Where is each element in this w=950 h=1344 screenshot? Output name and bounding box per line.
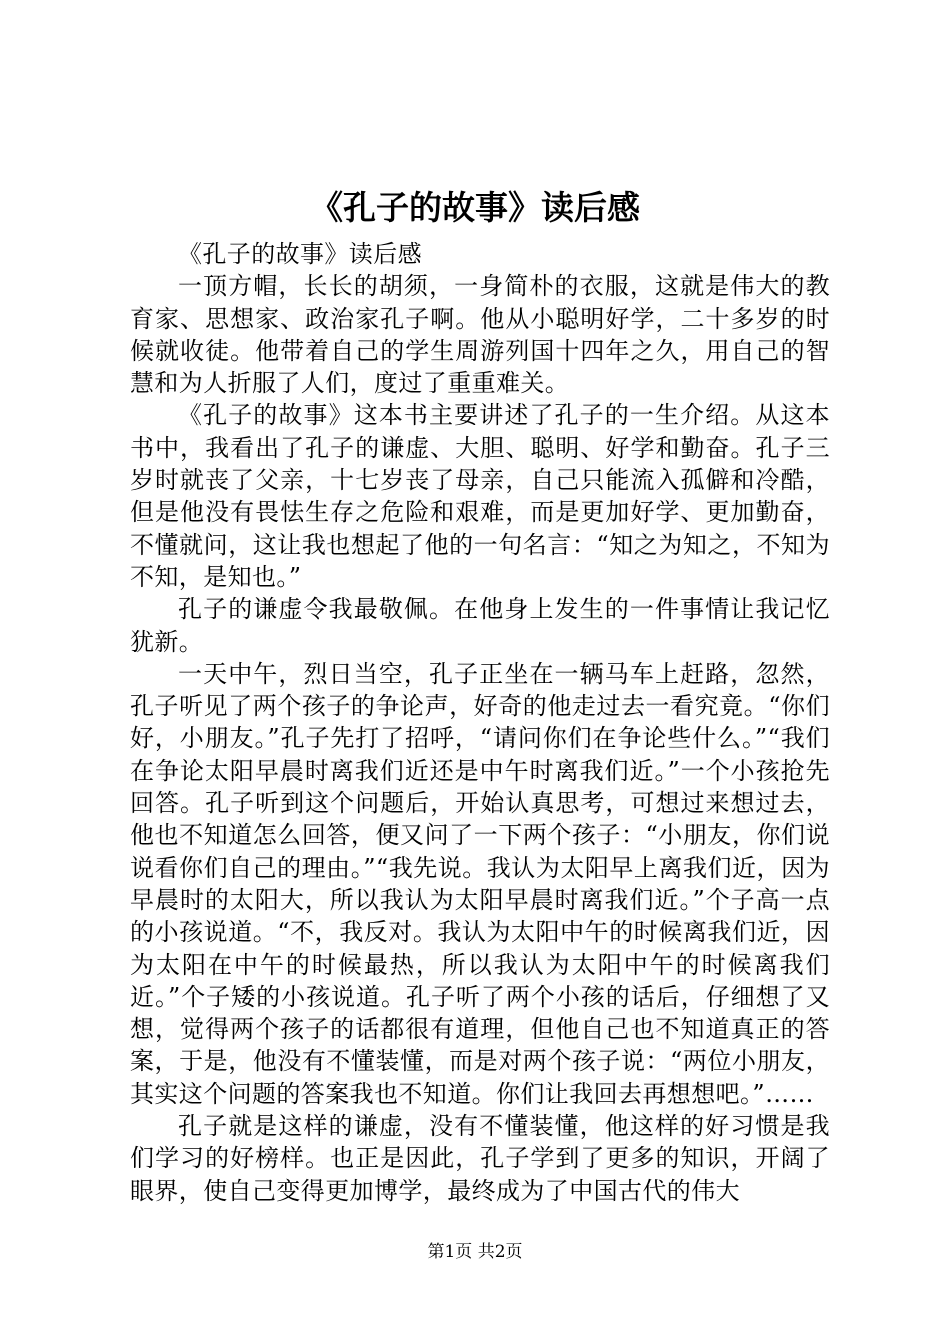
page-number-footer: 第1页 共2页 [427,1242,523,1262]
paragraph-story: 一天中午，烈日当空，孔子正坐在一辆马车上赶路，忽然，孔子听见了两个孩子的争论声，好奇的他走过去一看究竟。“你们好，小朋友。”孔子先打了招呼，“请问你们在争论些什么。”“我们在争论太阳早晨时离我们近还是中午时离我们近。”一个小孩抢先回答。孔子听到这个问题后，开始认真思考，可想过来想过去，他也不知道怎么回答，便又问了一下两个孩子：“小朋友，你们说说看你们自己的理由。”“我先说。我认为太阳早上离我们近，因为早晨时的太阳大，所以我认为太阳早晨时离我们近。”个子高一点的小孩说道。“不，我反对。我认为太阳中午的时候离我们近，因为太阳在中午的时候最热，所以我认为太阳中午的时候离我们近。”个子矮的小孩说道。孔子听了两个小孩的话后，仔细想了又想，觉得两个孩子的话都很有道理，但他自己也不知道真正的答案，于是，他没有不懂装懂，而是对两个孩子说：“两位小朋友，其实这个问题的答案我也不知道。你们让我回去再想想吧。”…… [130,659,830,1108]
document-body [130,238,830,1207]
paragraph-subtitle: 《孔子的故事》读后感 [178,240,422,268]
paragraph-humility: 孔子的谦虚令我最敬佩。在他身上发生的一件事情让我记忆犹新。 [130,595,830,656]
document-title: 《孔子的故事》读后感 [310,188,640,227]
paragraph-book-summary: 《孔子的故事》这本书主要讲述了孔子的一生介绍。从这本书中，我看出了孔子的谦虚、大胆、聪明、好学和勤奋。孔子三岁时就丧了父亲，十七岁丧了母亲，自己只能流入孤僻和冷酷，但是他没有畏怯生存之危险和艰难，而是更加好学、更加勤奋，不懂就问，这让我也想起了他的一句名言：“知之为知之，不知为不知，是知也。” [130,401,830,591]
paragraph-intro: 一顶方帽，长长的胡须，一身简朴的衣服，这就是伟大的教育家、思想家、政治家孔子啊。他从小聪明好学，二十多岁的时候就收徒。他带着自己的学生周游列国十四年之久，用自己的智慧和为人折服了人们，度过了重重难关。 [130,272,830,398]
paragraph-conclusion: 孔子就是这样的谦虚，没有不懂装懂，他这样的好习惯是我们学习的好榜样。也正是因此，孔子学到了更多的知识，开阔了眼界，使自己变得更加博学，最终成为了中国古代的伟大 [130,1112,830,1205]
